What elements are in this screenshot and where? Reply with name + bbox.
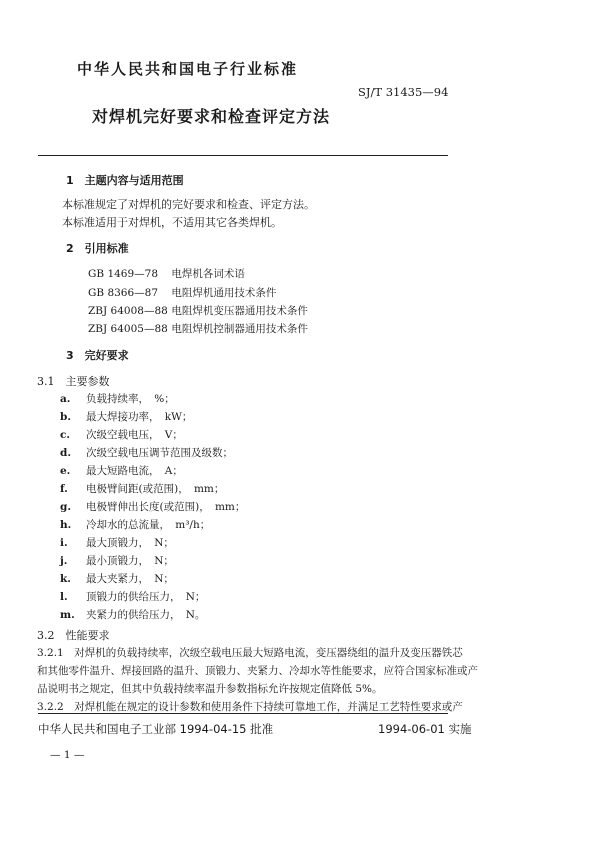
parameter-label: a. <box>60 393 71 405</box>
parameter-item <box>60 445 233 460</box>
reference-row <box>88 285 276 300</box>
parameter-label: l. <box>60 591 68 603</box>
reference-title: 电焊机各词术语 <box>171 268 245 280</box>
parameter-text: 负载持续率， %； <box>86 393 175 405</box>
parameter-label: k. <box>60 573 71 585</box>
parameter-item <box>60 553 174 568</box>
header-rule <box>38 155 448 156</box>
subsection-3-1-heading: 3.1 主要参数 <box>37 375 110 388</box>
parameter-item <box>60 391 175 406</box>
section-1-heading: 1 主题内容与适用范围 <box>66 174 184 187</box>
parameter-text: 顶锻力的供给压力， N； <box>86 591 206 603</box>
parameter-text: 最小顶锻力， N； <box>86 555 174 567</box>
reference-title: 电阻焊机通用技术条件 <box>171 287 277 299</box>
section-2-heading: 2 引用标准 <box>66 242 129 255</box>
parameter-item <box>60 499 245 514</box>
document-title: 对焊机完好要求和检查评定方法 <box>92 107 331 126</box>
parameter-label: m. <box>60 609 75 621</box>
parameter-label: i. <box>60 537 68 549</box>
parameter-item <box>60 463 183 478</box>
paragraph-3-2-1-line-1: 3.2.1 对焊机的负载持续率，次级空载电压最大短路电流，变压器绕组的温升及变压器铁芯 <box>37 647 463 659</box>
parameter-label: j. <box>60 555 68 567</box>
parameter-text: 冷却水的总流量， m³/h； <box>86 519 211 531</box>
parameter-text: 最大顶锻力， N； <box>86 537 174 549</box>
subsection-3-2-heading: 3.2 性能要求 <box>37 629 110 642</box>
parameter-item <box>60 589 205 604</box>
parameter-item <box>60 607 205 622</box>
reference-code: ZBJ 64005—88 <box>88 323 168 335</box>
parameter-item <box>60 409 192 424</box>
parameter-label: d. <box>60 447 71 459</box>
page-number: — 1 — <box>50 749 85 761</box>
parameter-text: 最大焊接功率， kW； <box>86 411 193 423</box>
parameter-label: h. <box>60 519 72 531</box>
reference-title: 电阻焊机变压器通用技术条件 <box>171 305 308 317</box>
parameter-text: 次级空载电压， V； <box>86 429 183 441</box>
parameter-text: 电极臂伸出长度(或范围)， mm； <box>86 501 246 513</box>
reference-row <box>88 303 308 318</box>
footer-rule <box>38 713 448 714</box>
section-3-heading: 3 完好要求 <box>66 349 129 362</box>
parameter-text: 最大夹紧力， N； <box>86 573 174 585</box>
standard-code: SJ/T 31435—94 <box>358 85 449 99</box>
reference-row <box>88 321 308 336</box>
parameter-text: 电极臂间距(或范围)， mm； <box>86 483 225 495</box>
reference-code: ZBJ 64008—88 <box>88 305 168 317</box>
reference-code: GB 8366—87 <box>88 287 159 299</box>
reference-code: GB 1469—78 <box>88 268 159 280</box>
paragraph-3-2-2-line-1: 3.2.2 对焊机能在规定的设计参数和使用条件下持续可靠地工作，并满足工艺特性要求或产 <box>37 701 463 713</box>
parameter-label: f. <box>60 483 68 495</box>
approval-statement: 中华人民共和国电子工业部 1994-04-15 批准 <box>38 722 274 736</box>
parameter-item <box>60 571 174 586</box>
parameter-text: 最大短路电流， A； <box>86 465 183 477</box>
parameter-text: 夹紧力的供给压力， N。 <box>86 609 206 621</box>
reference-row <box>88 266 245 281</box>
parameter-item <box>60 427 183 442</box>
effective-date: 1994-06-01 实施 <box>378 722 472 736</box>
paragraph-3-2-1-line-3: 品说明书之规定，但其中负载持续率温升参数指标允许按规定值降低 5%。 <box>37 683 383 695</box>
issuing-org-title: 中华人民共和国电子行业标准 <box>77 60 299 78</box>
reference-title: 电阻焊机控制器通用技术条件 <box>171 323 308 335</box>
parameter-label: g. <box>60 501 71 513</box>
section-1-paragraph-1: 本标准规定了对焊机的完好要求和检查、评定方法。 <box>62 198 315 211</box>
parameter-item <box>60 481 224 496</box>
parameter-item <box>60 535 174 550</box>
parameter-item <box>60 517 210 532</box>
parameter-label: e. <box>60 465 71 477</box>
paragraph-3-2-1-line-2: 和其他零件温升、焊接回路的温升、顶锻力、夹紧力、冷却水等性能要求，应符合国家标准或产 <box>37 665 478 677</box>
parameter-label: b. <box>60 411 71 423</box>
section-1-paragraph-2: 本标准适用于对焊机，不适用其它各类焊机。 <box>62 216 282 229</box>
parameter-text: 次级空载电压调节范围及级数； <box>86 447 233 459</box>
parameter-label: c. <box>60 429 71 441</box>
